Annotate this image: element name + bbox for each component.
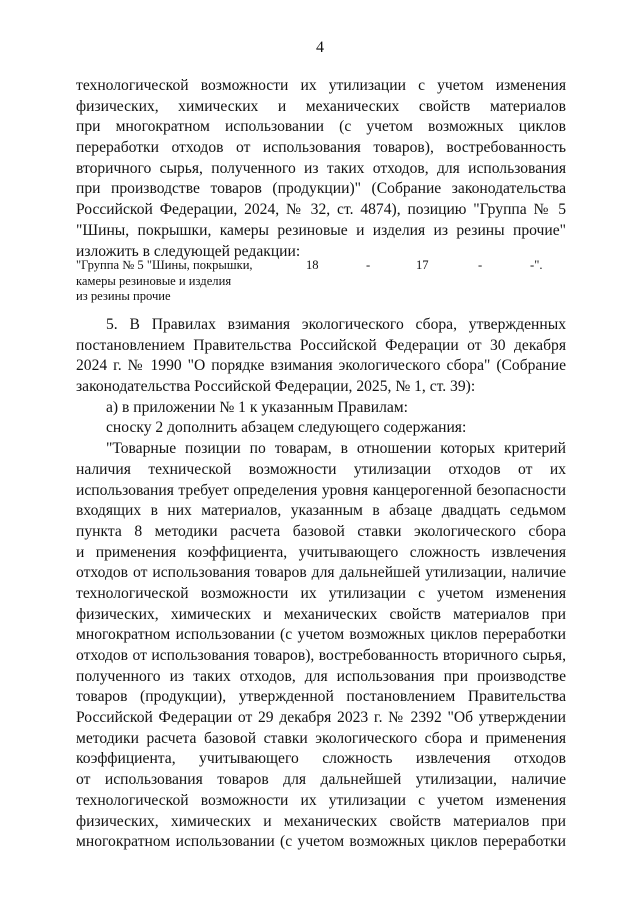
table-cell-1: 18 bbox=[306, 258, 319, 272]
text-line: отходов от использования товаров для дальнейшей утилизации, наличие bbox=[76, 564, 566, 582]
text-line: 5. В Правилах взимания экологического сбора, утвержденных bbox=[106, 316, 566, 333]
text-line: при производстве товаров (продукции)" (Собрание законодательства bbox=[76, 180, 566, 198]
text-line: технологической возможности их утилизации с учетом изменения bbox=[76, 791, 566, 809]
text-line: технологической возможности их утилизации с учетом изменения bbox=[76, 77, 566, 94]
text-line: "Товарные позиции по товарам, в отношении которых критерий bbox=[106, 440, 566, 458]
text-line: методики расчета базовой ставки экологического сбора и применения bbox=[76, 729, 566, 747]
text-line: полученного из таких отходов, для использования при производстве bbox=[76, 667, 566, 685]
table-row bbox=[76, 258, 566, 306]
text-line: физических, химических и механических свойств материалов при bbox=[76, 812, 566, 830]
group-name-line: камеры резиновые и изделия bbox=[76, 273, 232, 288]
table-cell-5: -". bbox=[530, 258, 543, 272]
text-line: товаров (продукции), утвержденной постановлением Правительства bbox=[76, 688, 566, 706]
text-line: изложить в следующей редакции: bbox=[76, 242, 301, 260]
text-line: Российской Федерации от 29 декабря 2023 г. № 2392 "Об утверждении bbox=[76, 709, 566, 727]
text-line: при многократном использовании (с учетом возможных циклов bbox=[76, 118, 566, 136]
text-line: переработки отходов от использования товаров), востребованность bbox=[76, 139, 566, 157]
text-line: законодательства Российской Федерации, 2025, № 1, ст. 39): bbox=[76, 378, 476, 396]
group-name-cell bbox=[76, 258, 276, 305]
text-line: 2024 г. № 1990 "О порядке взимания экологического сбора" (Собрание bbox=[76, 357, 566, 375]
text-line: многократном использовании (с учетом возможных циклов переработки bbox=[76, 833, 566, 851]
text-line: многократном использовании (с учетом возможных циклов переработки bbox=[76, 626, 566, 644]
text-line: входящих в них материалов, указанным в абзаце двадцать седьмом bbox=[76, 502, 566, 520]
text-line: отходов от использования товаров), востребованность вторичного сырья, bbox=[76, 647, 566, 664]
text-line: "Шины, покрышки, камеры резиновые и изделия из резины прочие" bbox=[76, 221, 566, 239]
table-cell-2: - bbox=[366, 258, 371, 272]
paragraph-section-5 bbox=[76, 315, 566, 853]
table-cell-4: - bbox=[478, 258, 483, 272]
text-line: а) в приложении № 1 к указанным Правилам: bbox=[106, 398, 408, 416]
page-number: 4 bbox=[316, 39, 324, 56]
group-name-line: "Группа № 5 "Шины, покрышки, bbox=[76, 258, 253, 272]
text-line: использования требует определения уровня канцерогенной безопасности bbox=[76, 481, 566, 499]
text-line: физических, химических и механических свойств материалов bbox=[76, 97, 566, 115]
group-name-line: из резины прочие bbox=[76, 289, 171, 303]
text-line: сноску 2 дополнить абзацем следующего содержания: bbox=[106, 419, 467, 437]
text-line: и применения коэффициента, учитывающего сложность извлечения bbox=[76, 543, 566, 561]
text-line: пункта 8 методики расчета базовой ставки экологического сбора bbox=[76, 522, 566, 540]
text-line: наличия технической возможности утилизации отходов от их bbox=[76, 460, 566, 478]
text-line: Российской Федерации, 2024, № 32, ст. 4874), позицию "Группа № 5 bbox=[76, 201, 566, 219]
text-line: физических, химических и механических свойств материалов при bbox=[76, 605, 566, 623]
text-line: вторичного сырья, полученного из таких отходов, для использования bbox=[76, 159, 566, 177]
text-line: коэффициента, учитывающего сложность извлечения отходов bbox=[76, 750, 566, 768]
table-cell-3: 17 bbox=[416, 258, 429, 272]
paragraph-continuation bbox=[76, 76, 566, 262]
text-line: технологической возможности их утилизации с учетом изменения bbox=[76, 584, 566, 602]
text-line: постановлением Правительства Российской Федерации от 30 декабря bbox=[76, 336, 566, 354]
text-line: от использования товаров для дальнейшей утилизации, наличие bbox=[76, 771, 566, 789]
